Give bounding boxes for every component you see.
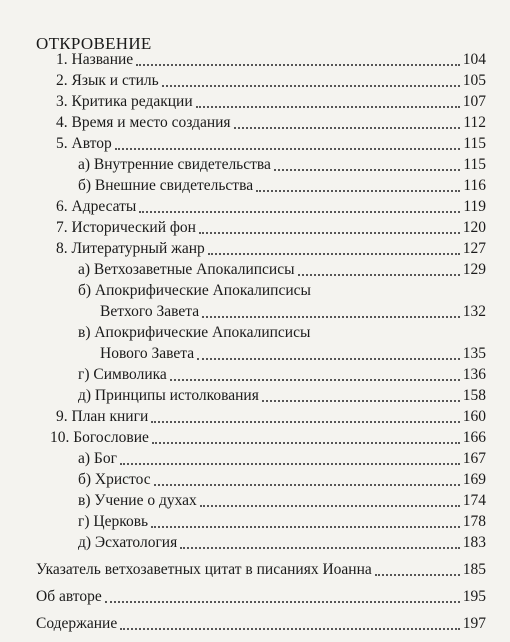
dot-leader bbox=[105, 600, 460, 603]
dot-leader bbox=[152, 441, 460, 444]
toc-entry-time-place[interactable] bbox=[56, 113, 486, 133]
toc-page-number: 185 bbox=[462, 561, 486, 578]
toc-entry-label: д) Принципы истолкования bbox=[78, 387, 259, 404]
dot-leader bbox=[256, 189, 460, 192]
toc-entry-label: 4. Время и место создания bbox=[56, 114, 231, 131]
toc-page-number: 104 bbox=[462, 51, 486, 68]
toc-subentry-god[interactable] bbox=[78, 449, 486, 469]
toc-page-number: 160 bbox=[462, 408, 486, 425]
toc-entry-label: в) Учение о духах bbox=[78, 492, 197, 509]
toc-page-number: 119 bbox=[463, 198, 486, 215]
toc-page-number: 174 bbox=[462, 492, 486, 509]
dot-leader bbox=[262, 399, 460, 402]
toc-entry-label: а) Внутренние свидетельства bbox=[78, 156, 271, 173]
dot-leader bbox=[298, 273, 460, 276]
toc-subentry-label-line1: в) Апокрифические Апокалипсисы bbox=[78, 324, 311, 341]
toc-page-number: 105 bbox=[462, 72, 486, 89]
toc-page-number: 115 bbox=[463, 135, 486, 152]
toc-entry-label: Об авторе bbox=[36, 588, 102, 605]
toc-subentry-ot-apocalypses[interactable] bbox=[78, 260, 486, 280]
toc-subentry-external-evidence[interactable] bbox=[78, 176, 486, 196]
dot-leader bbox=[162, 84, 460, 87]
toc-page-number: 197 bbox=[462, 615, 486, 632]
toc-page-number: 120 bbox=[462, 219, 486, 236]
dot-leader bbox=[115, 147, 461, 150]
toc-page-number: 136 bbox=[462, 366, 486, 383]
toc-entry-label: 6. Адресаты bbox=[56, 198, 137, 215]
toc-entry-label: Нового Завета bbox=[100, 345, 195, 362]
toc-entry-label: 2. Язык и стиль bbox=[56, 72, 159, 89]
dot-leader bbox=[234, 126, 461, 129]
toc-entry-language[interactable] bbox=[56, 71, 486, 91]
dot-leader bbox=[139, 210, 460, 213]
dot-leader bbox=[199, 231, 460, 234]
toc-page-number: 132 bbox=[462, 303, 486, 320]
toc-entry-label: Указатель ветхозаветных цитат в писаниях Иоанна bbox=[36, 561, 372, 578]
toc-entry-label: 5. Автор bbox=[56, 135, 112, 152]
toc-entry-label: 3. Критика редакции bbox=[56, 93, 193, 110]
toc-entry-label: 9. План книги bbox=[56, 408, 149, 425]
dot-leader bbox=[180, 546, 460, 549]
toc-page-number: 129 bbox=[462, 261, 486, 278]
dot-leader bbox=[197, 357, 460, 360]
toc-subentry-spirits[interactable] bbox=[78, 491, 486, 511]
toc-entry-ot-quotations-index[interactable] bbox=[36, 560, 486, 580]
toc-entry-book-plan[interactable] bbox=[56, 407, 486, 427]
toc-page-number: 116 bbox=[463, 177, 486, 194]
toc-page-number: 158 bbox=[462, 387, 486, 404]
toc-entry-label: Содержание bbox=[36, 615, 118, 632]
toc-page-number: 107 bbox=[462, 93, 486, 110]
toc-page-number: 183 bbox=[462, 534, 486, 551]
toc-entry-about-author[interactable] bbox=[36, 587, 486, 607]
toc-subentry-apocryphal-nt[interactable] bbox=[100, 344, 486, 364]
toc-page-number: 127 bbox=[462, 240, 486, 257]
toc-subentry-symbolism[interactable] bbox=[78, 365, 486, 385]
toc-subentry-apocryphal-ot[interactable] bbox=[100, 302, 486, 322]
dot-leader bbox=[196, 105, 460, 108]
toc-subentry-christ[interactable] bbox=[78, 470, 486, 490]
dot-leader bbox=[151, 420, 459, 423]
dot-leader bbox=[120, 627, 460, 630]
toc-entry-label: г) Символика bbox=[78, 366, 167, 383]
toc-entry-addressees[interactable] bbox=[56, 197, 486, 217]
dot-leader bbox=[200, 504, 460, 507]
toc-page-number: 178 bbox=[462, 513, 486, 530]
toc-subentry-eschatology[interactable] bbox=[78, 533, 486, 553]
toc-entry-label: 10. Богословие bbox=[50, 429, 149, 446]
dot-leader bbox=[136, 63, 460, 66]
toc-entry-label: 8. Литературный жанр bbox=[56, 240, 205, 257]
toc-page-number: 166 bbox=[462, 429, 486, 446]
toc-page-number: 167 bbox=[462, 450, 486, 467]
toc-entry-author[interactable] bbox=[56, 134, 486, 154]
toc-entry-theology[interactable] bbox=[50, 428, 486, 448]
section-heading: ОТКРОВЕНИЕ bbox=[36, 34, 152, 53]
dot-leader bbox=[208, 252, 460, 255]
toc-page-number: 169 bbox=[462, 471, 486, 488]
toc-entry-title[interactable] bbox=[56, 50, 486, 70]
dot-leader bbox=[151, 525, 460, 528]
toc-page-number: 112 bbox=[463, 114, 486, 131]
dot-leader bbox=[274, 168, 460, 171]
toc-entry-label: б) Внешние свидетельства bbox=[78, 177, 254, 194]
toc-subentry-interpretation[interactable] bbox=[78, 386, 486, 406]
toc-entry-label: б) Христос bbox=[78, 471, 151, 488]
toc-entry-label: а) Ветхозаветные Апокалипсисы bbox=[78, 261, 295, 278]
toc-entry-contents[interactable] bbox=[36, 614, 486, 634]
dot-leader bbox=[375, 573, 460, 576]
toc-subentry-internal-evidence[interactable] bbox=[78, 155, 486, 175]
toc-page-number: 135 bbox=[462, 345, 486, 362]
toc-entry-label: 7. Исторический фон bbox=[56, 219, 196, 236]
dot-leader bbox=[170, 378, 460, 381]
dot-leader bbox=[120, 462, 460, 465]
toc-page-number: 195 bbox=[462, 588, 486, 605]
toc-entry-label: а) Бог bbox=[78, 450, 117, 467]
toc-page-number: 115 bbox=[463, 156, 486, 173]
toc-subentry-label-line1: б) Апокрифические Апокалипсисы bbox=[78, 282, 311, 299]
toc-entry-redaction[interactable] bbox=[56, 92, 486, 112]
toc-subentry-church[interactable] bbox=[78, 512, 486, 532]
toc-entry-literary-genre[interactable] bbox=[56, 239, 486, 259]
toc-entry-label: 1. Название bbox=[56, 51, 134, 68]
toc-entry-historical-background[interactable] bbox=[56, 218, 486, 238]
dot-leader bbox=[202, 315, 460, 318]
dot-leader bbox=[154, 483, 460, 486]
toc-entry-label: г) Церковь bbox=[78, 513, 149, 530]
toc-entry-label: д) Эсхатология bbox=[78, 534, 178, 551]
toc-entry-label: Ветхого Завета bbox=[100, 303, 200, 320]
